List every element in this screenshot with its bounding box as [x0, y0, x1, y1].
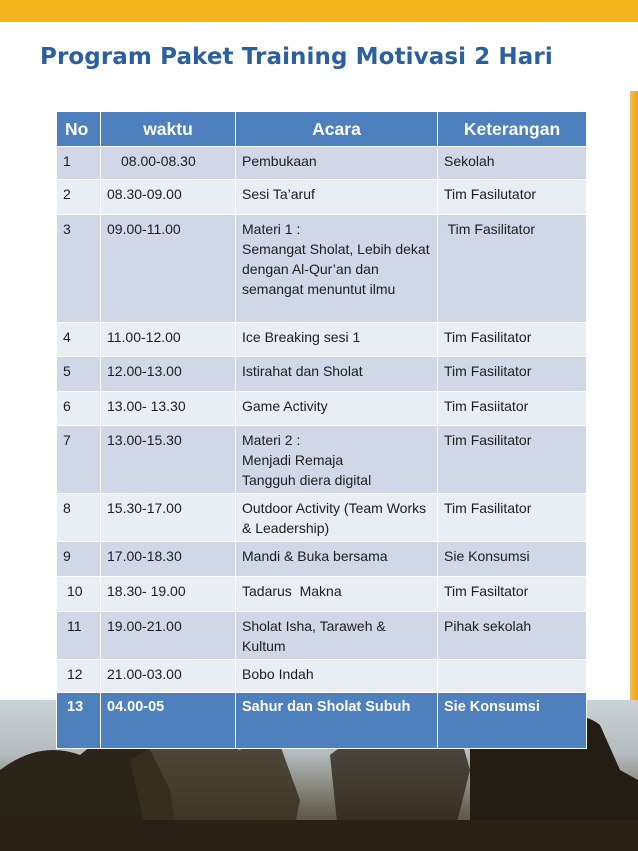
table-row	[57, 426, 587, 494]
cell-no: 7	[57, 426, 101, 494]
cell-keterangan: Tim Fasilitator	[438, 426, 587, 494]
header-waktu: waktu	[101, 112, 236, 147]
cell-keterangan: Tim Fasilitator	[438, 494, 587, 542]
cell-acara: Tadarus Makna	[236, 577, 438, 612]
cell-acara: Outdoor Activity (Team Works & Leadership)	[236, 494, 438, 542]
table-row	[57, 660, 587, 693]
cell-acara: Sesi Ta’aruf	[236, 180, 438, 215]
cell-acara: Pembukaan	[236, 147, 438, 180]
cell-keterangan: Sie Konsumsi	[438, 693, 587, 749]
cell-waktu: 19.00-21.00	[101, 612, 236, 660]
cell-keterangan: Tim Fasiitator	[438, 392, 587, 426]
cell-waktu: 04.00-05	[101, 693, 236, 749]
cell-waktu: 08.00-08.30	[101, 147, 236, 180]
cell-no: 3	[57, 215, 101, 323]
table-row	[57, 323, 587, 357]
cell-keterangan: Pihak sekolah	[438, 612, 587, 660]
cell-acara: Materi 1 : Semangat Sholat, Lebih dekat dengan Al-Qur’an dan semangat menuntut ilmu	[236, 215, 438, 323]
table-row-highlighted	[57, 693, 587, 749]
cell-acara: Mandi & Buka bersama	[236, 542, 438, 577]
cell-no: 8	[57, 494, 101, 542]
cell-waktu: 13.00-15.30	[101, 426, 236, 494]
table-row	[57, 180, 587, 215]
cell-keterangan: Tim Fasiltator	[438, 577, 587, 612]
cell-waktu: 17.00-18.30	[101, 542, 236, 577]
cell-waktu: 21.00-03.00	[101, 660, 236, 693]
cell-no: 2	[57, 180, 101, 215]
table-row	[57, 357, 587, 392]
table-row	[57, 577, 587, 612]
table-header-row	[57, 112, 587, 147]
cell-waktu: 12.00-13.00	[101, 357, 236, 392]
cell-acara: Sahur dan Sholat Subuh	[236, 693, 438, 749]
cell-waktu: 11.00-12.00	[101, 323, 236, 357]
cell-acara: Bobo Indah	[236, 660, 438, 693]
cell-waktu: 09.00-11.00	[101, 215, 236, 323]
right-accent-bar	[630, 91, 638, 711]
cell-acara: Sholat Isha, Taraweh & Kultum	[236, 612, 438, 660]
cell-waktu: 15.30-17.00	[101, 494, 236, 542]
cell-no: 6	[57, 392, 101, 426]
cell-no: 11	[57, 612, 101, 660]
header-keterangan: Keterangan	[438, 112, 587, 147]
table-row	[57, 215, 587, 323]
cell-acara: Game Activity	[236, 392, 438, 426]
cell-no: 9	[57, 542, 101, 577]
cell-acara: Ice Breaking sesi 1	[236, 323, 438, 357]
header-no: No	[57, 112, 101, 147]
cell-no: 13	[57, 693, 101, 749]
cell-no: 4	[57, 323, 101, 357]
cell-waktu: 08.30-09.00	[101, 180, 236, 215]
table-row	[57, 147, 587, 180]
cell-keterangan: Sie Konsumsi	[438, 542, 587, 577]
cell-keterangan	[438, 660, 587, 693]
cell-waktu: 13.00- 13.30	[101, 392, 236, 426]
table-row	[57, 392, 587, 426]
cell-keterangan: Tim Fasilitator	[438, 323, 587, 357]
cell-no: 1	[57, 147, 101, 180]
table-row	[57, 612, 587, 660]
table-row	[57, 494, 587, 542]
top-accent-bar	[0, 0, 638, 22]
cell-keterangan: Tim Fasilutator	[438, 180, 587, 215]
cell-keterangan: Tim Fasilitator	[438, 215, 587, 323]
cell-waktu: 18.30- 19.00	[101, 577, 236, 612]
cell-no: 10	[57, 577, 101, 612]
training-schedule-table	[56, 111, 587, 749]
slide-title: Program Paket Training Motivasi 2 Hari	[40, 44, 553, 70]
cell-no: 5	[57, 357, 101, 392]
header-acara: Acara	[236, 112, 438, 147]
cell-keterangan: Sekolah	[438, 147, 587, 180]
table-row	[57, 542, 587, 577]
cell-keterangan: Tim Fasilitator	[438, 357, 587, 392]
cell-acara: Istirahat dan Sholat	[236, 357, 438, 392]
cell-no: 12	[57, 660, 101, 693]
cell-acara: Materi 2 : Menjadi Remaja Tangguh diera digital	[236, 426, 438, 494]
